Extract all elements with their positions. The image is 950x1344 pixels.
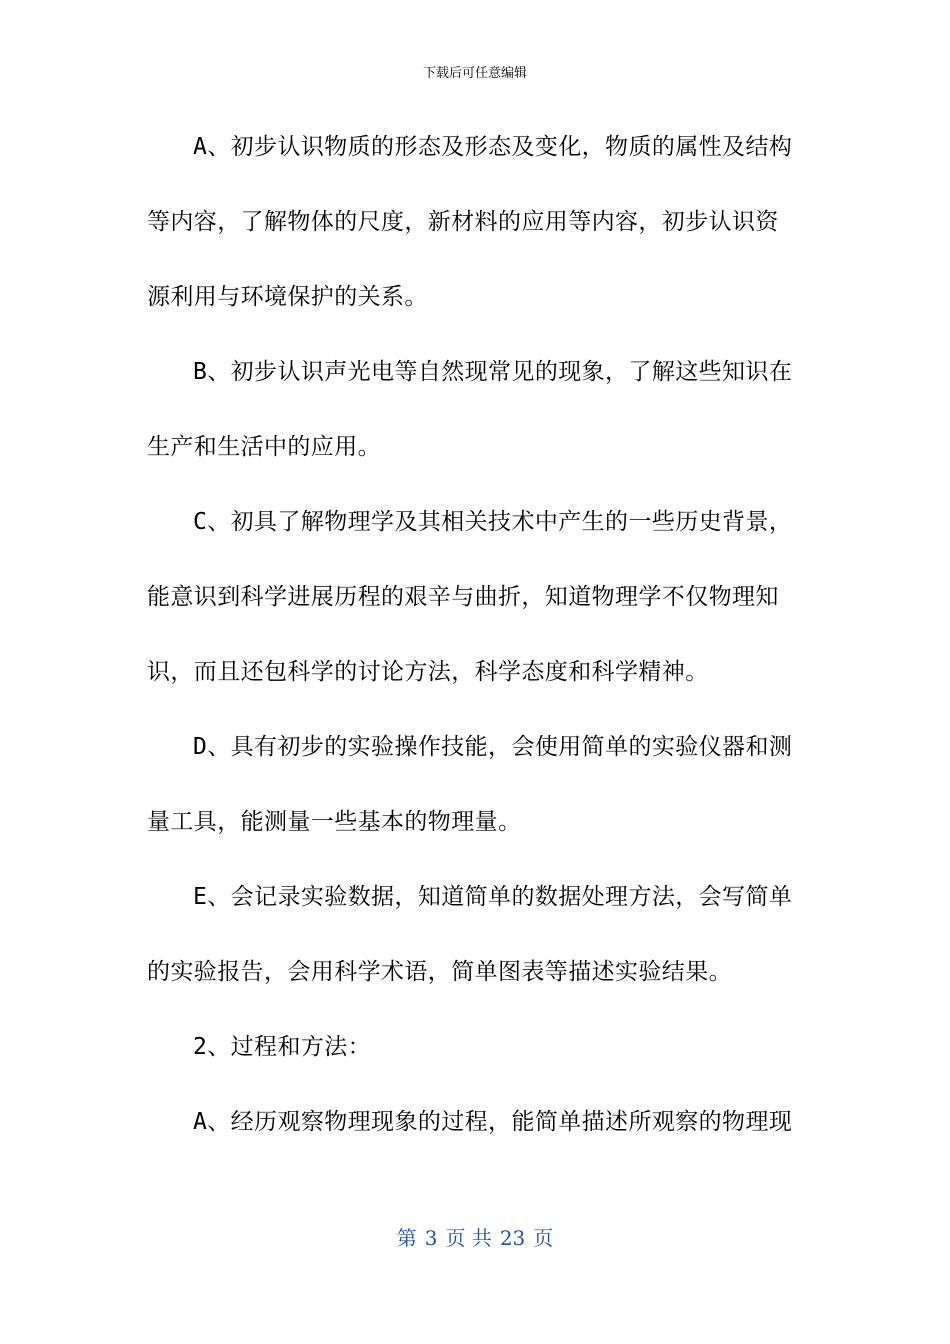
footer-suffix: 页	[533, 1226, 554, 1250]
footer-total-pages: 23	[499, 1226, 526, 1250]
paragraph-line: 源利用与环境保护的关系。	[147, 284, 428, 310]
footer-page-number: 3	[424, 1226, 438, 1250]
paragraph-line: E、会记录实验数据，知道简单的数据处理方法，会写简单	[193, 884, 793, 910]
section-heading-process-method	[147, 1010, 807, 1085]
header-text: 下载后可任意编辑	[422, 66, 527, 81]
paragraph-2a-observation	[147, 1085, 807, 1160]
paragraph-line: 能意识到科学进展历程的艰辛与曲折，知道物理学不仅物理知	[147, 584, 779, 610]
paragraph-b-sound-light-electricity	[147, 335, 807, 485]
footer-prefix: 第	[396, 1226, 417, 1250]
paragraph-line: 量工具，能测量一些基本的物理量。	[147, 809, 522, 835]
page-header	[0, 66, 950, 82]
section-heading-line: 2、过程和方法：	[193, 1034, 372, 1060]
paragraph-d-experiment-skills	[147, 710, 807, 860]
paragraph-e-data-recording	[147, 860, 807, 1010]
paragraph-line: B、初步认识声光电等自然现常见的现象，了解这些知识在	[193, 359, 793, 385]
paragraph-line: 的实验报告，会用科学术语，简单图表等描述实验结果。	[147, 959, 732, 985]
footer-middle: 页 共	[445, 1226, 492, 1250]
paragraph-line: A、初步认识物质的形态及形态及变化，物质的属性及结构	[193, 134, 793, 160]
paragraph-line: D、具有初步的实验操作技能，会使用简单的实验仪器和测	[193, 734, 793, 760]
paragraph-line: A、经历观察物理现象的过程，能简单描述所观察的物理现	[193, 1109, 793, 1135]
paragraph-line: 识，而且还包科学的讨论方法，科学态度和科学精神。	[147, 659, 709, 685]
paragraph-a-material	[147, 110, 807, 335]
paragraph-line: C、初具了解物理学及其相关技术中产生的一些历史背景，	[193, 509, 793, 535]
document-body	[147, 110, 807, 1160]
paragraph-line: 生产和生活中的应用。	[147, 434, 381, 460]
paragraph-line: 等内容，了解物体的尺度，新材料的应用等内容，初步认识资	[147, 209, 779, 235]
page-footer	[0, 1226, 950, 1250]
paragraph-c-history	[147, 485, 807, 710]
